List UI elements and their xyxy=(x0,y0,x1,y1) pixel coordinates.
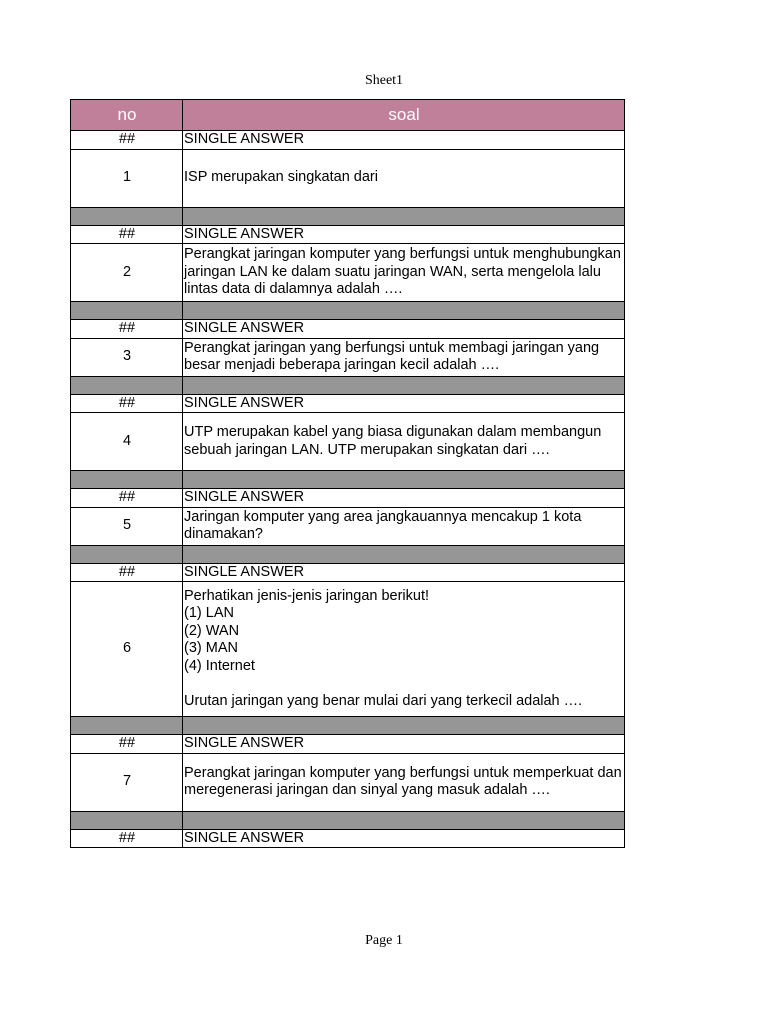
question-text: Perangkat jaringan yang berfungsi untuk membagi jaringan yang besar menjadi beberapa jaringan kecil adalah …. xyxy=(183,338,625,376)
separator-row xyxy=(71,545,625,563)
separator-row xyxy=(71,376,625,394)
question-text: UTP merupakan kabel yang biasa digunakan dalam membangun sebuah jaringan LAN. UTP merupakan singkatan dari …. xyxy=(183,413,625,471)
question-type: SINGLE ANSWER xyxy=(183,563,625,582)
no-marker: ## xyxy=(71,563,183,582)
question-number: 7 xyxy=(71,753,183,811)
header-row xyxy=(71,100,625,131)
separator-row xyxy=(71,717,625,735)
question-row xyxy=(71,413,625,471)
question-row xyxy=(71,753,625,811)
question-row xyxy=(71,149,625,207)
question-row xyxy=(71,507,625,545)
page-footer: Page 1 xyxy=(365,933,403,948)
question-type: SINGLE ANSWER xyxy=(183,829,625,848)
question-table xyxy=(70,99,625,848)
question-number: 1 xyxy=(71,149,183,207)
question-row xyxy=(71,582,625,717)
no-marker: ## xyxy=(71,225,183,244)
question-type: SINGLE ANSWER xyxy=(183,320,625,339)
separator-row xyxy=(71,471,625,489)
type-row xyxy=(71,131,625,150)
question-number: 4 xyxy=(71,413,183,471)
separator-row xyxy=(71,302,625,320)
header-soal: soal xyxy=(183,100,625,131)
question-type: SINGLE ANSWER xyxy=(183,489,625,508)
type-row xyxy=(71,320,625,339)
no-marker: ## xyxy=(71,394,183,413)
type-row xyxy=(71,735,625,754)
type-row xyxy=(71,394,625,413)
question-text: Jaringan komputer yang area jangkauannya mencakup 1 kota dinamakan? xyxy=(183,507,625,545)
question-text: Perhatikan jenis-jenis jaringan berikut! (1) LAN (2) WAN (3) MAN (4) Internet Urutan jaringan yang benar mulai dari yang terkecil adalah …. xyxy=(183,582,625,717)
question-number: 3 xyxy=(71,338,183,376)
question-row xyxy=(71,244,625,302)
type-row xyxy=(71,225,625,244)
question-row xyxy=(71,338,625,376)
question-number: 5 xyxy=(71,507,183,545)
question-text: Perangkat jaringan komputer yang berfungsi untuk memperkuat dan meregenerasi jaringan dan sinyal yang masuk adalah …. xyxy=(183,753,625,811)
type-row xyxy=(71,563,625,582)
type-row xyxy=(71,489,625,508)
no-marker: ## xyxy=(71,489,183,508)
no-marker: ## xyxy=(71,829,183,848)
separator-row xyxy=(71,207,625,225)
sheet-title: Sheet1 xyxy=(364,73,404,88)
no-marker: ## xyxy=(71,131,183,150)
no-marker: ## xyxy=(71,735,183,754)
question-type: SINGLE ANSWER xyxy=(183,735,625,754)
question-text: Perangkat jaringan komputer yang berfungsi untuk menghubungkan jaringan LAN ke dalam suatu jaringan WAN, serta mengelola lalu lintas data di dalamnya adalah …. xyxy=(183,244,625,302)
question-text: ISP merupakan singkatan dari xyxy=(183,149,625,207)
header-no: no xyxy=(71,100,183,131)
no-marker: ## xyxy=(71,320,183,339)
question-number: 2 xyxy=(71,244,183,302)
separator-row xyxy=(71,811,625,829)
question-type: SINGLE ANSWER xyxy=(183,131,625,150)
question-type: SINGLE ANSWER xyxy=(183,225,625,244)
question-number: 6 xyxy=(71,582,183,717)
question-type: SINGLE ANSWER xyxy=(183,394,625,413)
type-row xyxy=(71,829,625,848)
